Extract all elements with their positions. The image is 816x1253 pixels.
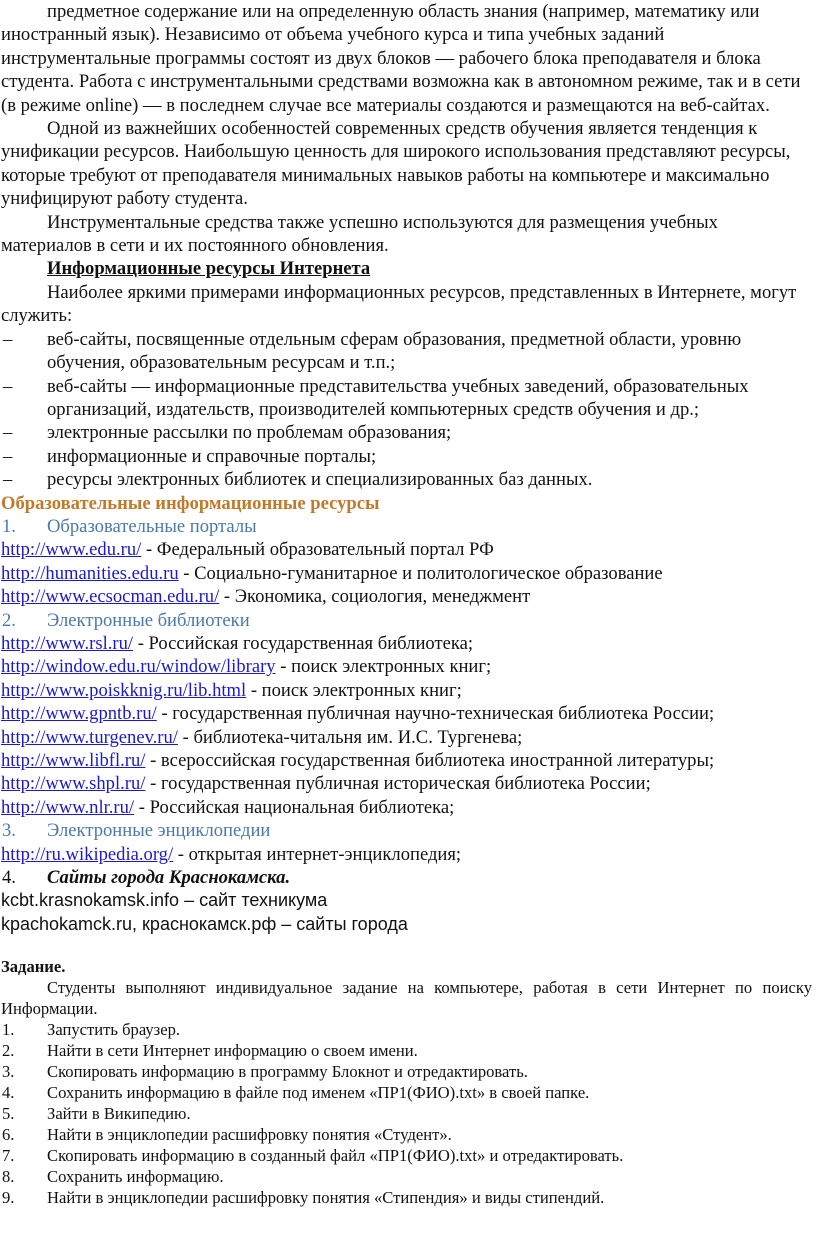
group-heading-encyclopedias: 3. Электронные энциклопедии [2, 820, 271, 842]
task-step: 5. Зайти в Википедию. [2, 1104, 191, 1124]
task-intro: Студенты выполняют индивидуальное задание на компьютере, работая в сети Интернет по поиску Информации. [1, 978, 812, 1019]
link-row: http://www.libfl.ru/ - всероссийская государственная библиотека иностранной литературы; [1, 750, 715, 771]
resource-link[interactable]: http://www.rsl.ru/ [1, 632, 134, 654]
link-row: http://www.shpl.ru/ - государственная публичная историческая библиотека России; [1, 773, 651, 795]
link-row: http://www.gpntb.ru/ - государственная публичная научно-техническая библиотека России; [1, 703, 715, 725]
list-item: – информационные и справочные порталы; [3, 445, 377, 467]
intro-paragraph-2: Одной из важнейших особенностей современных средств обучения является тенденция к унификации ресурсов. Наибольшую ценность для широкого использования представляют ресурсы, которые требуют от преподавателя минимальных навыков работы на компьютере и максимально унифицируют работу студента. [1, 118, 791, 210]
task-step: 3. Скопировать информацию в программу Блокнот и отредактировать. [2, 1062, 528, 1082]
group-heading-city-sites: 4. Сайты города Краснокамска. [2, 867, 291, 889]
link-row: http://www.edu.ru/ - Федеральный образовательный портал РФ [1, 539, 494, 561]
task-step: 9. Найти в энциклопедии расшифровку понятия «Стипендия» и виды стипендий. [2, 1188, 605, 1208]
internet-resources-list [1, 328, 812, 492]
resource-link[interactable]: http://window.edu.ru/window/library [1, 656, 276, 678]
list-item: – веб-сайты — информационные представительства учебных заведений, образовательных организаций, издательств, производителей компьютерных средств обучения и др.; [3, 375, 749, 420]
link-row: http://humanities.edu.ru - Социально-гуманитарное и политологическое образование [1, 562, 663, 584]
task-title: Задание. [1, 957, 66, 977]
task-section [1, 956, 812, 1208]
intro-paragraph-3: Инструментальные средства также успешно используются для размещения учебных материалов в сети и их постоянного обновления. [1, 211, 718, 257]
group-heading-libraries: 2. Электронные библиотеки [2, 609, 250, 631]
task-step: 1. Запустить браузер. [2, 1020, 181, 1040]
dash-marker: – [3, 469, 13, 491]
resource-link[interactable]: http://www.libfl.ru/ [1, 750, 146, 771]
list-item: – ресурсы электронных библиотек и специализированных баз данных. [3, 469, 593, 491]
resource-link[interactable]: http://www.ecsocman.edu.ru/ [1, 586, 220, 608]
educational-resources-heading: Образовательные информационные ресурсы [1, 492, 380, 514]
resource-link[interactable]: http://www.gpntb.ru/ [1, 703, 157, 725]
city-site-line: kpachokamck.ru, краснокамск.рф – сайты города [1, 913, 408, 934]
resource-link[interactable]: http://www.nlr.ru/ [1, 796, 135, 818]
link-row: http://www.ecsocman.edu.ru/ - Экономика, социология, менеджмент [1, 586, 531, 608]
internet-resources-heading: Информационные ресурсы Интернета [47, 258, 371, 280]
resource-link[interactable]: http://humanities.edu.ru [1, 562, 179, 584]
internet-resources-lead: Наиболее яркими примерами информационных ресурсов, представленных в Интернете, могут служить: [1, 281, 797, 327]
link-row: http://window.edu.ru/window/library - поиск электронных книг; [1, 656, 492, 678]
resource-link[interactable]: http://www.edu.ru/ [1, 539, 142, 561]
dash-marker: – [3, 422, 13, 444]
link-row: http://ru.wikipedia.org/ - открытая интернет-энциклопедия; [1, 843, 462, 865]
link-row: http://www.poiskknig.ru/lib.html - поиск электронных книг; [1, 679, 462, 701]
intro-paragraph-1: предметное содержание или на определенную область знания (например, математику или иностранный язык). Независимо от объема учебного курса и типа учебных заданий инструментальные программы состоят из двух блоков — рабочего блока преподавателя и блока студента. Работа с инструментальными средствами возможна как в автономном режиме, так и в сети (в режиме online) — в последнем случае все материалы создаются и размещаются на веб-сайтах. [1, 1, 801, 116]
resource-link[interactable]: http://ru.wikipedia.org/ [1, 843, 174, 865]
task-step: 7. Скопировать информацию в созданный файл «ПР1(ФИО).txt» и отредактировать. [2, 1146, 624, 1166]
resource-link[interactable]: http://www.poiskknig.ru/lib.html [1, 679, 247, 701]
resource-link[interactable]: http://www.turgenev.ru/ [1, 726, 178, 748]
task-step: 6. Найти в энциклопедии расшифровку понятия «Студент». [2, 1125, 452, 1145]
city-site-line: kcbt.krasnokamsk.info – сайт техникума [1, 890, 328, 911]
link-row: http://www.nlr.ru/ - Российская национальная библиотека; [1, 796, 455, 818]
link-row: http://www.turgenev.ru/ - библиотека-читальня им. И.С. Тургенева; [1, 726, 523, 748]
list-item: – электронные рассылки по проблемам образования; [3, 422, 452, 444]
dash-marker: – [3, 328, 13, 350]
task-step: 2. Найти в сети Интернет информацию о своем имени. [2, 1041, 418, 1061]
group-heading-portals: 1. Образовательные порталы [2, 515, 257, 537]
list-item: – веб-сайты, посвященные отдельным сферам образования, предметной области, уровню обучения, образовательным ресурсам и т.п.; [3, 328, 742, 374]
dash-marker: – [3, 375, 13, 397]
dash-marker: – [3, 445, 13, 467]
task-step: 8. Сохранить информацию. [2, 1167, 224, 1187]
task-step: 4. Сохранить информацию в файле под именем «ПР1(ФИО).txt» в своей папке. [2, 1083, 590, 1103]
resource-link[interactable]: http://www.shpl.ru/ [1, 773, 146, 795]
link-row: http://www.rsl.ru/ - Российская государственная библиотека; [1, 632, 473, 654]
